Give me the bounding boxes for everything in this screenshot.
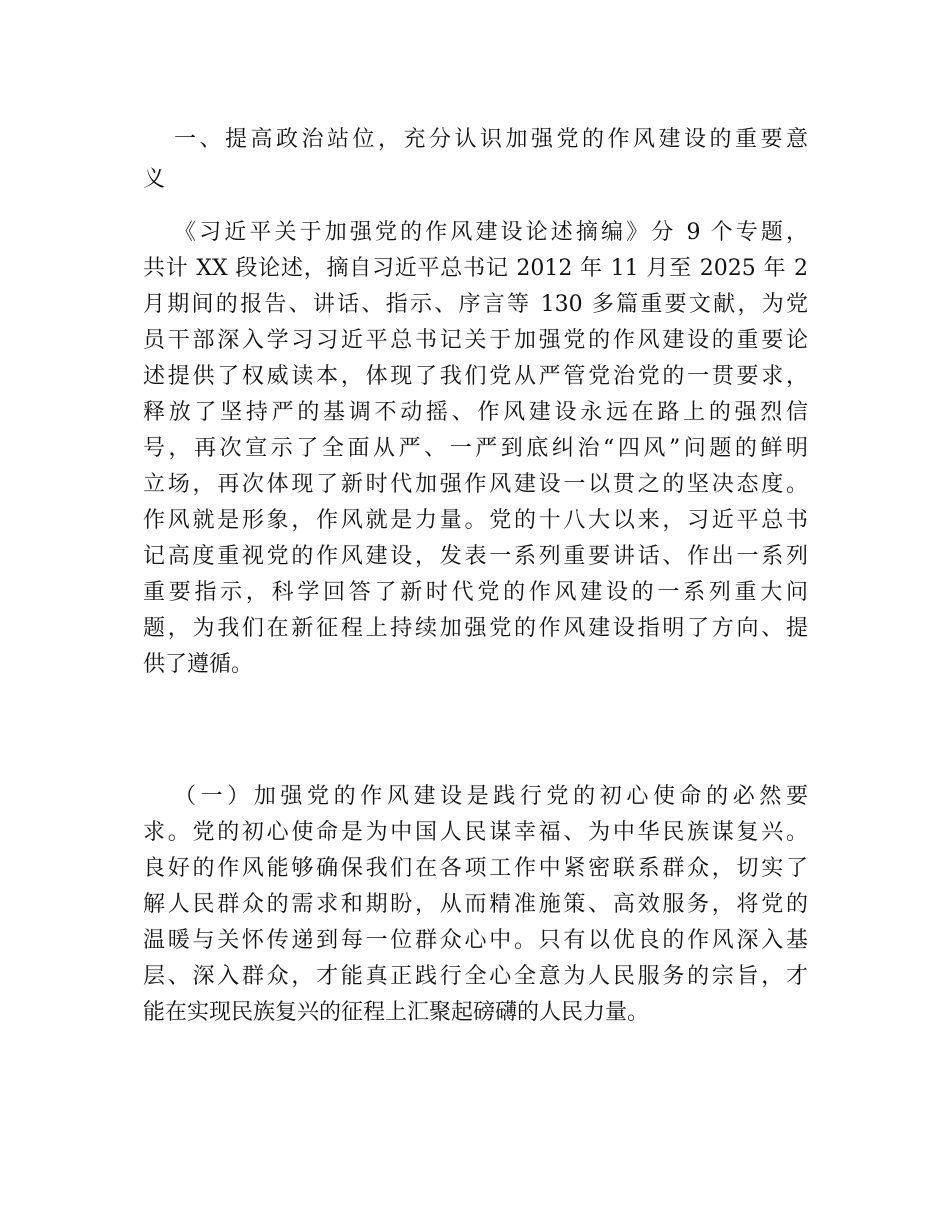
text-line: 重要指示，科学回答了新时代党的作风建设的一系列重大问 [143, 580, 808, 605]
text-line: 共计 XX 段论述，摘自习近平总书记 2012 年 11 月至 2025 年 2 [143, 256, 808, 281]
text-line: 释放了坚持严的基调不动摇、作风建设永远在路上的强烈信 [143, 400, 808, 425]
text-line: 述提供了权威读本，体现了我们党从严管党治党的一贯要求， [143, 364, 808, 389]
text-line: 员干部深入学习习近平总书记关于加强党的作风建设的重要论 [143, 328, 808, 353]
heading-line: 一、提高政治站位，充分认识加强党的作风建设的重要意 [174, 127, 808, 152]
section-heading [143, 120, 808, 200]
text-line: 解人民群众的需求和期盼，从而精准施策、高效服务，将党的 [143, 892, 808, 917]
text-line: 题，为我们在新征程上持续加强党的作风建设指明了方向、提 [143, 616, 808, 641]
text-line: 月期间的报告、讲话、指示、序言等 130 多篇重要文献，为党 [143, 292, 808, 317]
text-line: 层、深入群众，才能真正践行全心全意为人民服务的宗旨，才 [143, 964, 808, 989]
text-line: 作风就是形象，作风就是力量。党的十八大以来，习近平总书 [143, 508, 808, 533]
text-line: 《习近平关于加强党的作风建设论述摘编》分 9 个专题， [174, 220, 808, 245]
text-line: 良好的作风能够确保我们在各项工作中紧密联系群众，切实了 [143, 856, 808, 881]
text-line: 号，再次宣示了全面从严、一严到底纠治“四风”问题的鲜明 [143, 436, 808, 461]
text-line: 立场，再次体现了新时代加强作风建设一以贯之的坚决态度。 [143, 472, 808, 497]
heading-line: 义 [143, 167, 166, 192]
paragraph-subsection-1 [143, 779, 808, 1031]
text-line: 温暖与关怀传递到每一位群众心中。只有以优良的作风深入基 [143, 928, 808, 953]
text-line: 求。党的初心使命是为中国人民谋幸福、为中华民族谋复兴。 [143, 820, 808, 845]
text-line: 记高度重视党的作风建设，发表一系列重要讲话、作出一系列 [143, 544, 808, 569]
text-line: 供了遵循。 [143, 652, 254, 677]
text-line: （一）加强党的作风建设是践行党的初心使命的必然要 [174, 784, 808, 809]
text-line: 能在实现民族复兴的征程上汇聚起磅礴的人民力量。 [143, 1000, 650, 1025]
paragraph-intro [143, 215, 808, 683]
